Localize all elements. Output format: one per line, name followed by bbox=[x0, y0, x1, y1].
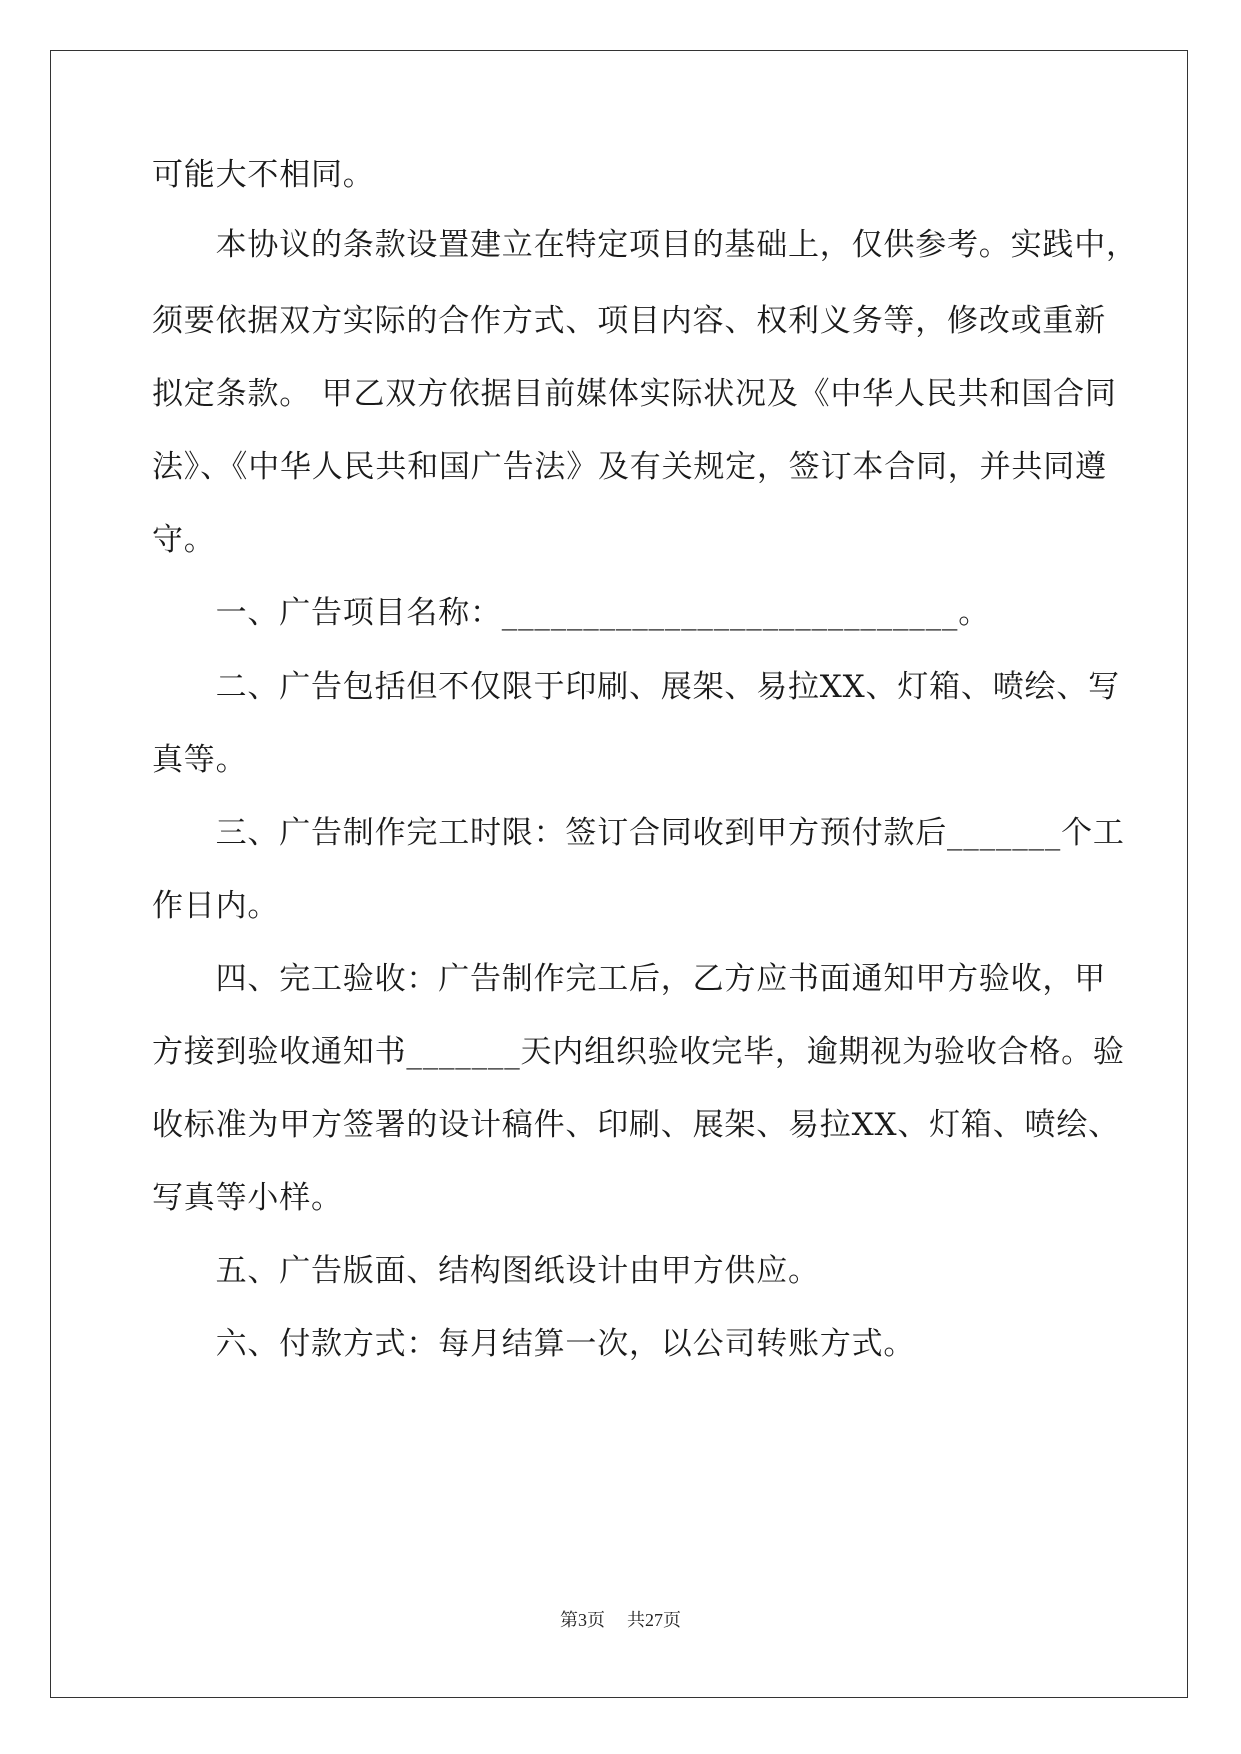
total-pages-label: 共27页 bbox=[627, 1610, 681, 1630]
text-line: 须要依据双方实际的合作方式、项目内容、权利义务等，修改或重新 bbox=[152, 303, 1106, 339]
text-line: 写真等小样。 bbox=[152, 1180, 343, 1216]
text-line: 守。 bbox=[152, 522, 216, 558]
page-footer bbox=[0, 1608, 1241, 1632]
text-line: 五、广告版面、结构图纸设计由甲方供应。 bbox=[152, 1253, 820, 1289]
text-line: 二、广告包括但不仅限于印刷、展架、易拉XX、灯箱、喷绘、写 bbox=[152, 669, 1120, 705]
current-page-label: 第3页 bbox=[560, 1610, 605, 1630]
text-line: 四、完工验收：广告制作完工后，乙方应书面通知甲方验收，甲 bbox=[152, 961, 1106, 997]
text-line: 拟定条款。 甲乙双方依据目前媒体实际状况及《中华人民共和国合同 bbox=[152, 376, 1117, 412]
text-line: 真等。 bbox=[152, 742, 248, 778]
text-line: 一、广告项目名称：____________________________。 bbox=[152, 595, 990, 631]
text-line: 法》、《中华人民共和国广告法》及有关规定，签订本合同，并共同遵 bbox=[152, 449, 1107, 485]
text-line: 可能大不相同。 bbox=[152, 157, 375, 193]
text-line: 本协议的条款设置建立在特定项目的基础上，仅供参考。实践中， bbox=[152, 227, 1138, 263]
text-line: 六、付款方式：每月结算一次，以公司转账方式。 bbox=[152, 1326, 916, 1362]
text-line: 方接到验收通知书_______天内组织验收完毕，逾期视为验收合格。验 bbox=[152, 1034, 1125, 1070]
text-line: 收标准为甲方签署的设计稿件、印刷、展架、易拉XX、灯箱、喷绘、 bbox=[152, 1107, 1120, 1143]
text-line: 三、广告制作完工时限：签订合同收到甲方预付款后_______个工 bbox=[152, 815, 1125, 851]
page-border bbox=[50, 50, 1188, 1698]
text-line: 作日内。 bbox=[152, 888, 280, 924]
